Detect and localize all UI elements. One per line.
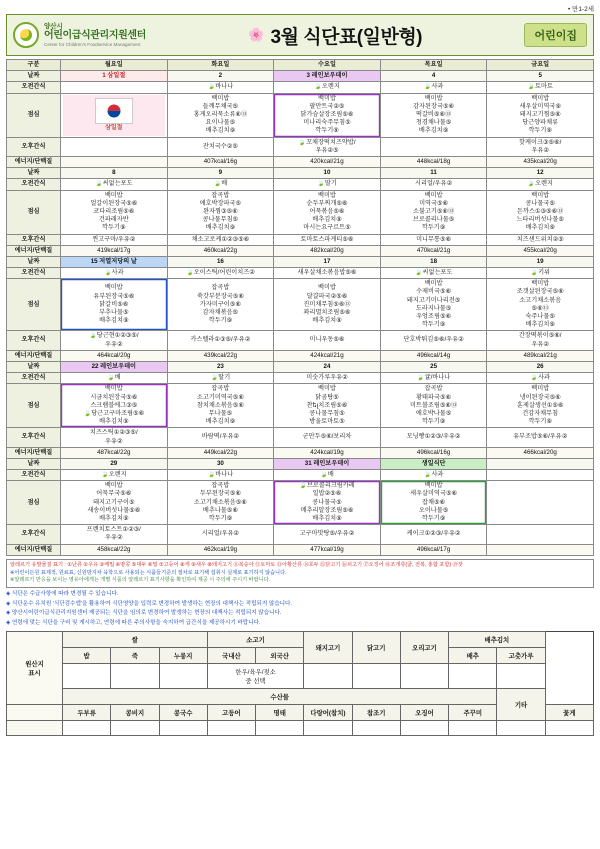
date-cell-2-1: 16 bbox=[167, 256, 274, 267]
allergy-note-line1: 알레르기 유발물질 표기 : ①난류 ②우유 ③메밀 ④땅콩 ⑤대두 ⑥밀 ⑦고등어 ⑧게 ⑨새우 ⑩돼지고기 ⑪복숭아 ⑫토마토 ⑬아황산류 ⑭호두 ⑮닭고기 ⑯쇠고기 ⑰오징어 ⑱조개류(굴, 전복, 홍합 포함) ⑲잣 bbox=[10, 561, 463, 568]
row-label-pm-snack: 오후간식 bbox=[7, 137, 61, 156]
kcal-cell-2-2: 424kcal/21g bbox=[274, 350, 381, 361]
lunch-cell-1-1: 잡곡밥 애호박장파국⑤ 완자찜③⑤⑥ 콩나물무침⑤ 배추김치⑨ bbox=[167, 190, 274, 234]
cherry-blossom-icon: 🌸 bbox=[248, 27, 265, 42]
am-snack-cell-2-1: 🍃오이스틱/어린이치즈② bbox=[167, 268, 274, 279]
lunch-cell-4-1: 잡곡밥 두부된장국⑤⑥ 소고기채소볶음⑤⑥ 베추나물⑤⑥ 깍두기⑨ bbox=[167, 481, 274, 525]
lunch-cell-1-2: 백미밥 순두부찌개⑤⑥ 어묵볶음⑤⑥ 배추김치⑨ 마시는요구르트⑤ bbox=[274, 190, 381, 234]
org-name-city: 양산시 bbox=[44, 22, 63, 30]
date-row bbox=[7, 256, 594, 267]
kcal-row bbox=[7, 447, 594, 458]
kcal-cell-1-0: 419kcal/17g bbox=[61, 245, 168, 256]
am-snack-cell-1-1: 🍃배 bbox=[167, 179, 274, 190]
kcal-cell-2-0: 464kcal/20g bbox=[61, 350, 168, 361]
origin-value-seafood-2 bbox=[159, 721, 207, 736]
kcal-row bbox=[7, 156, 594, 167]
kcal-row bbox=[7, 544, 594, 555]
leaf-icon: 🍃 bbox=[527, 83, 536, 91]
leaf-icon: 🍃 bbox=[530, 374, 539, 382]
row-label-date: 날짜 bbox=[7, 168, 61, 179]
korean-flag-icon bbox=[95, 98, 133, 124]
origin-value-other-1 bbox=[352, 664, 400, 689]
kcal-row bbox=[7, 350, 594, 361]
origin-value-other-3 bbox=[449, 664, 497, 689]
origin-col-rice-1: 죽 bbox=[111, 648, 159, 664]
am-snack-cell-2-2: 새우살채소볶음밥⑤⑥ bbox=[274, 268, 381, 279]
date-cell-3-0: 22 레인보우데이 bbox=[61, 361, 168, 372]
leaf-icon: 🍃 bbox=[527, 180, 536, 188]
page-title: 3월 식단표(일반형) bbox=[270, 26, 423, 48]
am-snack-cell-1-2: 🍃딸기 bbox=[274, 179, 381, 190]
pm-snack-cell-1-1: 채소고로케①②③⑤⑥ bbox=[167, 234, 274, 245]
facility-type-badge: 어린이집 bbox=[524, 23, 587, 47]
origin-label-spacer bbox=[7, 705, 63, 721]
allergy-note-line3: ※알레르기 반응을 보이는 영유아에게는 개별 식품의 알레르기 표기사항을 확인하여 제공 시 주의에 주시기 바랍니다. bbox=[10, 577, 271, 584]
leaf-icon: 🍃 bbox=[530, 269, 539, 277]
pm-snack-cell-1-0: 찐고구마/우유② bbox=[61, 234, 168, 245]
date-cell-1-1: 9 bbox=[167, 168, 274, 179]
am-snack-cell-1-3: 시리얼/우유② bbox=[380, 179, 487, 190]
origin-group-beef: 소고기 bbox=[207, 632, 304, 648]
pm-snack-cell-4-3: 케이크①②③/우유② bbox=[380, 525, 487, 544]
kcal-cell-1-1: 460kcal/22g bbox=[167, 245, 274, 256]
origin-col-seafood-8: 주꾸미 bbox=[449, 705, 497, 721]
row-label-lunch: 점심 bbox=[7, 481, 61, 525]
origin-value-seafood-4 bbox=[256, 721, 304, 736]
am-snack-cell-0-1: 🍃바나나 bbox=[167, 82, 274, 93]
lunch-cell-3-3: 잡곡밥 황태파국⑤⑥ 미트볼조림⑤⑥⑬ 애호박나물⑤ 깍두기⑨ bbox=[380, 384, 487, 428]
pm-snack-cell-2-1: 카스텔라①③⑤/우유② bbox=[167, 331, 274, 350]
am-snack-cell-1-4: 🍃오렌지 bbox=[487, 179, 594, 190]
row-label-date: 날짜 bbox=[7, 71, 61, 82]
origin-col-seafood-1: 콩비지 bbox=[111, 705, 159, 721]
am-snack-cell-3-2: 미숫가루우유② bbox=[274, 373, 381, 384]
kcal-cell-3-1: 449kcal/22g bbox=[167, 447, 274, 458]
lunch-cell-3-4: 백미밥 냉이된장국⑤⑥ 훈제살생선①⑤⑥ 건감자채무침 깍두기⑨ bbox=[487, 384, 594, 428]
date-cell-0-0: 1 삼일절 bbox=[61, 71, 168, 82]
leaf-icon: 🍃 bbox=[106, 374, 115, 382]
origin-col-beef-1: 외국산 bbox=[256, 648, 304, 664]
origin-value-other-2 bbox=[400, 664, 448, 689]
origin-col-seafood-3: 고등어 bbox=[207, 705, 255, 721]
lunch-cell-0-4: 백미밥 새우살미역국⑨ 돼지고기찜⑤⑥ 당근양파채류 깍두기⑨ bbox=[487, 93, 594, 137]
am-snack-cell-0-0 bbox=[61, 82, 168, 93]
leaf-icon: 🍃 bbox=[320, 471, 328, 479]
row-label-am-snack: 오전간식 bbox=[7, 268, 61, 279]
date-cell-3-3: 25 bbox=[380, 361, 487, 372]
row-label-am-snack: 오전간식 bbox=[7, 82, 61, 93]
general-note-2: ◈ 양산시어린이급식관리지원센터 제공되는 식단을 임의로 변경하여 발생하는 현장의 대책사는 적립되지 않습니다. bbox=[6, 610, 282, 617]
pm-snack-cell-2-0: 🍃당근현①②③⑤/ 우유② bbox=[61, 331, 168, 350]
origin-value-seafood-1 bbox=[111, 721, 159, 736]
row-label-kcal: 에너지/단백질 bbox=[7, 447, 61, 458]
lunch-cell-3-2: 백미밥 닭곰탕⑤ 찬ել치조림⑤⑥ 콩나물무침⑤ 방울토마토⑤ bbox=[274, 384, 381, 428]
date-cell-3-1: 23 bbox=[167, 361, 274, 372]
pm-snack-cell-2-2: 미니우동⑤⑥ bbox=[274, 331, 381, 350]
leaf-icon: 🍃 bbox=[210, 374, 219, 382]
lunch-row bbox=[7, 93, 594, 137]
am-snack-cell-4-0: 🍃오렌지 bbox=[61, 470, 168, 481]
allergy-notes bbox=[6, 559, 594, 588]
row-label-date: 날짜 bbox=[7, 458, 61, 469]
pm-snack-row bbox=[7, 428, 594, 447]
general-notes bbox=[6, 590, 594, 628]
origin-value-other-0 bbox=[304, 664, 352, 689]
table-header-row bbox=[7, 60, 594, 71]
am-snack-row bbox=[7, 268, 594, 279]
am-snack-cell-3-4: 🍃사과 bbox=[487, 373, 594, 384]
lunch-cell-1-0: 백미밥 얼갈이된장국⑤⑥ 코다리조림⑤⑥ 건파래자반 깍두기⑨ bbox=[61, 190, 168, 234]
kcal-cell-0-4: 435kcal/20g bbox=[487, 156, 594, 167]
am-snack-cell-2-3: 🍃씨없는포도 bbox=[380, 268, 487, 279]
origin-col-beef-0: 국내산 bbox=[207, 648, 255, 664]
lunch-cell-3-0: 백미밥 시금치된장국⑤⑥ 스크램블에그③⑤ 🍃당근고구마조림⑤⑥ 배추김치⑨ bbox=[61, 384, 168, 428]
am-snack-row bbox=[7, 179, 594, 190]
date-row bbox=[7, 361, 594, 372]
menu-body bbox=[7, 60, 594, 556]
am-snack-cell-0-2: 🍃오렌지 bbox=[274, 82, 381, 93]
origin-value-beef-note: 한우/육우/젖소 중 선택 bbox=[207, 664, 304, 689]
am-snack-cell-4-3: 🍃사과 bbox=[380, 470, 487, 481]
am-snack-row bbox=[7, 373, 594, 384]
am-snack-cell-3-0: 🍃배 bbox=[61, 373, 168, 384]
lunch-row bbox=[7, 481, 594, 525]
date-cell-4-3: 생일식단 bbox=[380, 458, 487, 469]
lunch-cell-2-0: 백미밥 유부된장국⑤⑥ 닭갈비⑤⑥ 부추나물⑤ 배추김치⑨ bbox=[61, 279, 168, 331]
kcal-cell-3-0: 487kcal/22g bbox=[61, 447, 168, 458]
am-snack-cell-3-3: 🍃귤/바나나 bbox=[380, 373, 487, 384]
origin-col-seafood-5: 다랑어(참치) bbox=[304, 705, 352, 721]
leaf-icon: 🍃 bbox=[423, 83, 432, 91]
origin-group-row bbox=[7, 632, 594, 648]
pm-snack-cell-0-2: 🍃꼬채장떡치즈약밥/ 우유②⑤ bbox=[274, 137, 381, 156]
leaf-icon: 🍃 bbox=[207, 83, 216, 91]
leaf-icon: 🍃 bbox=[94, 180, 103, 188]
leaf-icon: 🍃 bbox=[103, 269, 112, 277]
origin-col-seafood-6: 참조기 bbox=[352, 705, 400, 721]
general-note-1: ◈ 식단운수 유치원 '식단검수앱'을 활용하여 식단영양을 입력로 변경하여 발생하는 현장의 대책사는 적립되지 않습니다. bbox=[6, 600, 293, 607]
kcal-row bbox=[7, 245, 594, 256]
lunch-cell-2-2: 백미밥 달걀파국②⑤⑥ 진미채무침⑤⑥⑬ 꽈리멸치조림⑤⑥ 배추김치⑨ bbox=[274, 279, 381, 331]
date-row bbox=[7, 168, 594, 179]
lunch-cell-2-1: 잡곡밥 쑥갓부분장국⑤⑥ 가자미구이⑤⑥ 감자채볶음⑤ 깍두기⑨ bbox=[167, 279, 274, 331]
am-snack-cell-0-4: 🍃토마토 bbox=[487, 82, 594, 93]
origin-value-rice-2 bbox=[159, 664, 207, 689]
leaf-icon: 🍃 bbox=[83, 409, 92, 417]
col-header-0: 구분 bbox=[7, 60, 61, 71]
origin-value-seafood-8 bbox=[449, 721, 497, 736]
leaf-icon: 🍃 bbox=[213, 180, 222, 188]
origin-col-rice-0: 밥 bbox=[63, 648, 111, 664]
pm-snack-cell-4-2: 고구마맛탕⑤/우유② bbox=[274, 525, 381, 544]
lunch-row bbox=[7, 384, 594, 428]
leaf-icon: 🍃 bbox=[207, 471, 216, 479]
date-cell-4-2: 31 레인보우데이 bbox=[274, 458, 381, 469]
lunch-cell-2-3: 백미밥 수제비국⑤⑥ 돼지고기미나리전⑤ 도라지나물⑤ 우엉조림⑤⑥ 깍두기⑨ bbox=[380, 279, 487, 331]
leaf-icon: 🍃 bbox=[100, 471, 109, 479]
leaf-icon: 🍃 bbox=[414, 269, 423, 277]
kcal-cell-0-0 bbox=[61, 156, 168, 167]
row-label-kcal: 에너지/단백질 bbox=[7, 156, 61, 167]
pm-snack-cell-2-3: 단호박튀김⑤⑥/우유② bbox=[380, 331, 487, 350]
pm-snack-row bbox=[7, 234, 594, 245]
origin-value-other-4 bbox=[497, 664, 545, 689]
origin-table bbox=[6, 631, 594, 736]
date-cell-1-0: 8 bbox=[61, 168, 168, 179]
origin-value-rice-1 bbox=[111, 664, 159, 689]
am-snack-cell-4-1: 🍃바나나 bbox=[167, 470, 274, 481]
origin-col-seafood-4: 명태 bbox=[256, 705, 304, 721]
kcal-cell-3-4: 466kcal/20g bbox=[487, 447, 594, 458]
lunch-cell-4-2: 🍃브로콜리크림카레 일밥②⑤⑥ 콩나물국⑤ 메추리알장조림⑤⑥ 배추김치⑨ bbox=[274, 481, 381, 525]
leaf-icon: 🍃 bbox=[314, 83, 322, 91]
kcal-cell-4-0: 458kcal/22g bbox=[61, 544, 168, 555]
pm-snack-cell-2-4: 간장떡볶이⑤⑥/ 우유② bbox=[487, 331, 594, 350]
kcal-cell-2-4: 489kcal/21g bbox=[487, 350, 594, 361]
leaf-icon: 🍃 bbox=[89, 332, 97, 340]
pm-snack-row bbox=[7, 331, 594, 350]
date-cell-4-4 bbox=[487, 458, 594, 469]
lunch-cell-0-3: 백미밥 감자된장국⑤⑥ 떡갈비⑤⑥⑬ 청경채나물⑤ 배추김치⑨ bbox=[380, 93, 487, 137]
date-row bbox=[7, 71, 594, 82]
date-cell-3-2: 24 bbox=[274, 361, 381, 372]
org-name-center: 어린이급식관리지원센터 bbox=[44, 30, 146, 42]
row-label-date: 날짜 bbox=[7, 256, 61, 267]
origin-value-seafood-6 bbox=[352, 721, 400, 736]
leaf-icon: 🍃 bbox=[299, 482, 307, 490]
row-label-pm-snack: 오후간식 bbox=[7, 525, 61, 544]
origin-col-seafood-2: 콩국수 bbox=[159, 705, 207, 721]
lunch-cell-4-4 bbox=[487, 481, 594, 525]
kcal-cell-4-3: 496kcal/17g bbox=[380, 544, 487, 555]
leaf-icon: 🍃 bbox=[423, 471, 432, 479]
origin-value-seafood-3 bbox=[207, 721, 255, 736]
allergy-note-line2: ※어린이든원 표제적, 원료표, 신원방지차 육학으로 사용되는 식품들기준의 절차로 표기해 섭취시 실제로 표기하지 않습니다. bbox=[10, 569, 287, 576]
col-header-5: 금요일 bbox=[487, 60, 594, 71]
kcal-cell-3-3: 496kcal/16g bbox=[380, 447, 487, 458]
origin-col-kimchi-0: 배추 bbox=[449, 648, 497, 664]
row-label-kcal: 에너지/단백질 bbox=[7, 544, 61, 555]
origin-body bbox=[7, 632, 594, 736]
kcal-cell-4-2: 477kcal/19g bbox=[274, 544, 381, 555]
am-snack-cell-2-4: 🍃키위 bbox=[487, 268, 594, 279]
origin-label-spacer-2 bbox=[7, 721, 63, 736]
pm-snack-cell-3-3: 모닝빵①②③/우유② bbox=[380, 428, 487, 447]
row-label-lunch: 점심 bbox=[7, 190, 61, 234]
pm-snack-cell-1-3: 미니무통⑤⑥ bbox=[380, 234, 487, 245]
origin-value-rice-0 bbox=[63, 664, 111, 689]
origin-group-chicken: 닭고기 bbox=[352, 632, 400, 664]
pm-snack-row bbox=[7, 137, 594, 156]
row-label-lunch: 점심 bbox=[7, 279, 61, 331]
origin-group-duck: 오리고기 bbox=[400, 632, 448, 664]
pm-snack-cell-0-1: 잔치국수②⑤ bbox=[167, 137, 274, 156]
lunch-row bbox=[7, 190, 594, 234]
col-header-1: 월요일 bbox=[61, 60, 168, 71]
date-cell-2-4: 19 bbox=[487, 256, 594, 267]
leaf-icon: 🍃 bbox=[416, 374, 425, 382]
origin-value-seafood-5 bbox=[304, 721, 352, 736]
origin-col-seafood-7: 오징어 bbox=[400, 705, 448, 721]
row-label-pm-snack: 오후간식 bbox=[7, 234, 61, 245]
pm-snack-cell-3-2: 군만두⑤⑥/보리차 bbox=[274, 428, 381, 447]
row-label-lunch: 점심 bbox=[7, 93, 61, 137]
am-snack-cell-4-2: 🍃배 bbox=[274, 470, 381, 481]
date-cell-0-3: 4 bbox=[380, 71, 487, 82]
age-note: • 만1-2세 bbox=[567, 6, 594, 13]
kcal-cell-3-2: 424kcal/19g bbox=[274, 447, 381, 458]
date-cell-0-1: 2 bbox=[167, 71, 274, 82]
kcal-cell-1-4: 455kcal/20g bbox=[487, 245, 594, 256]
origin-value-row bbox=[7, 664, 594, 689]
date-cell-1-2: 10 bbox=[274, 168, 381, 179]
lunch-cell-4-3: 백미밥 새우살미역국⑤⑥ 잡채⑤⑥ 오이나물⑤ 깍두기⑨ bbox=[380, 481, 487, 525]
pm-snack-cell-0-4: 핫케이크③⑤⑥/ 우유② bbox=[487, 137, 594, 156]
origin-value-row-2 bbox=[7, 721, 594, 736]
origin-label: 원산지 표시 bbox=[7, 632, 63, 705]
date-cell-0-4: 5 bbox=[487, 71, 594, 82]
pm-snack-cell-4-4 bbox=[487, 525, 594, 544]
kcal-cell-4-1: 462kcal/19g bbox=[167, 544, 274, 555]
org-name-english: Center for Children's Foodservice Management bbox=[44, 41, 141, 47]
origin-group-rice: 쌀 bbox=[63, 632, 208, 648]
pm-snack-cell-0-3 bbox=[380, 137, 487, 156]
col-header-3: 수요일 bbox=[274, 60, 381, 71]
origin-value-seafood-9 bbox=[497, 721, 545, 736]
kcal-cell-1-2: 482kcal/20g bbox=[274, 245, 381, 256]
kcal-cell-0-2: 420kcal/21g bbox=[274, 156, 381, 167]
pm-snack-cell-4-0: 프렌치토스트①②③/ 우유② bbox=[61, 525, 168, 544]
lunch-cell-4-0: 백미밥 어묵무국⑤⑥ 돼지고기구이⑤ 새송이버섯나물⑤⑥ 배추김치⑨ bbox=[61, 481, 168, 525]
holiday-flag-cell bbox=[61, 93, 168, 137]
origin-value-seafood-0 bbox=[63, 721, 111, 736]
row-label-am-snack: 오전간식 bbox=[7, 373, 61, 384]
origin-group-pork: 돼지고기 bbox=[304, 632, 352, 664]
date-cell-1-4: 12 bbox=[487, 168, 594, 179]
origin-group-row-2 bbox=[7, 689, 594, 705]
col-header-2: 화요일 bbox=[167, 60, 274, 71]
holiday-caption: 삼일절 bbox=[105, 124, 123, 131]
origin-col-seafood-0: 두부류 bbox=[63, 705, 111, 721]
origin-col-kimchi-1: 고춧가루 bbox=[497, 648, 545, 664]
row-label-am-snack: 오전간식 bbox=[7, 470, 61, 481]
row-label-date: 날짜 bbox=[7, 361, 61, 372]
am-snack-cell-2-0: 🍃사과 bbox=[61, 268, 168, 279]
origin-value-seafood-10 bbox=[545, 721, 593, 736]
pm-snack-cell-3-1: 바람떡/우유② bbox=[167, 428, 274, 447]
organization-brand bbox=[13, 22, 146, 48]
pm-snack-cell-0-0 bbox=[61, 137, 168, 156]
lunch-cell-2-4: 백미밥 조갯살된장국⑤⑥ 소고기채소볶음 ⑤⑥⑬ 숙주나물⑤ 배추김치⑨ bbox=[487, 279, 594, 331]
origin-col-rice-2: 누룽지 bbox=[159, 648, 207, 664]
am-snack-cell-4-4 bbox=[487, 470, 594, 481]
date-cell-0-2: 3 레인보우데이 bbox=[274, 71, 381, 82]
date-cell-4-1: 30 bbox=[167, 458, 274, 469]
kcal-cell-4-4 bbox=[487, 544, 594, 555]
pm-snack-cell-1-2: 토마토스파게티⑤⑥ bbox=[274, 234, 381, 245]
date-row bbox=[7, 458, 594, 469]
am-snack-cell-3-1: 🍃딸기 bbox=[167, 373, 274, 384]
pm-snack-cell-3-0: 치즈스틱①②③⑤/ 우유② bbox=[61, 428, 168, 447]
kcal-cell-1-3: 470kcal/21g bbox=[380, 245, 487, 256]
leaf-icon: 🍃 bbox=[317, 180, 325, 188]
leaf-icon: 🍃 bbox=[298, 138, 307, 146]
date-cell-2-3: 18 bbox=[380, 256, 487, 267]
origin-group-kimchi: 배추김치 bbox=[449, 632, 546, 648]
row-label-kcal: 에너지/단백질 bbox=[7, 350, 61, 361]
general-note-3: ◈ 연령에 맞는 식단을 구비 및 게시하고, 연령에 따른 주의사항을 숙지하여 급간식을 제공하시기 바랍니다. bbox=[6, 619, 261, 626]
date-cell-2-0: 15 저열저당의 날 bbox=[61, 256, 168, 267]
date-cell-1-3: 11 bbox=[380, 168, 487, 179]
pm-snack-cell-1-4: 치즈샌드위치②⑤ bbox=[487, 234, 594, 245]
row-label-lunch: 점심 bbox=[7, 384, 61, 428]
am-snack-row bbox=[7, 470, 594, 481]
origin-subcol-row bbox=[7, 648, 594, 664]
am-snack-row bbox=[7, 82, 594, 93]
center-logo-icon bbox=[13, 22, 39, 48]
menu-table bbox=[6, 59, 594, 556]
general-note-0: ◈ 식단은 수급사항에 따라 변경될 수 있습니다. bbox=[6, 591, 119, 598]
page-header bbox=[6, 14, 594, 56]
origin-value-seafood-7 bbox=[400, 721, 448, 736]
lunch-cell-0-2: 백미밥 팔만트국②⑤ 닭가슴살장조림⑤⑥ 미나리숙주무침⑤ 깍두기⑨ bbox=[274, 93, 381, 137]
row-label-pm-snack: 오후간식 bbox=[7, 331, 61, 350]
date-cell-3-4: 26 bbox=[487, 361, 594, 372]
pm-snack-row bbox=[7, 525, 594, 544]
lunch-row bbox=[7, 279, 594, 331]
lunch-cell-0-1: 백미밥 들깨무채국⑤ 홍게오리묵소류⑥⑬ 요이나물⑤ 배추김치⑨ bbox=[167, 93, 274, 137]
pm-snack-cell-4-1: 시리얼/우유② bbox=[167, 525, 274, 544]
pm-snack-cell-3-4: 유부조밥⑤⑥/우유② bbox=[487, 428, 594, 447]
date-cell-2-2: 17 bbox=[274, 256, 381, 267]
origin-col-seafood-9: 꽃게 bbox=[545, 705, 593, 721]
lunch-cell-1-4: 백미밥 콩나물국⑤ 돈까스①③⑤⑥⑬ 느타리버섯나물⑤ 배추김치⑨ bbox=[487, 190, 594, 234]
lunch-cell-3-1: 잡곡밥 소고기미역국⑤⑥ 참치채소볶음⑤⑥ 무나물⑤ 배추김치⑨ bbox=[167, 384, 274, 428]
date-cell-4-0: 29 bbox=[61, 458, 168, 469]
kcal-cell-2-1: 439kcal/22g bbox=[167, 350, 274, 361]
am-snack-cell-0-3: 🍃사과 bbox=[380, 82, 487, 93]
row-label-kcal: 에너지/단백질 bbox=[7, 245, 61, 256]
kcal-cell-2-3: 496kcal/14g bbox=[380, 350, 487, 361]
col-header-4: 목요일 bbox=[380, 60, 487, 71]
lunch-cell-1-3: 백미밥 미역국⑤⑥ 소불고기⑤⑥⑬ 브로콜리나물⑤ 깍두기⑨ bbox=[380, 190, 487, 234]
leaf-icon: 🍃 bbox=[186, 269, 194, 277]
row-label-pm-snack: 오후간식 bbox=[7, 428, 61, 447]
origin-group-etc: 기타 bbox=[497, 689, 545, 721]
row-label-am-snack: 오전간식 bbox=[7, 179, 61, 190]
am-snack-cell-1-0: 🍃씨없는포도 bbox=[61, 179, 168, 190]
kcal-cell-0-1: 407kcal/16g bbox=[167, 156, 274, 167]
origin-group-seafood: 수산물 bbox=[63, 689, 497, 705]
kcal-cell-0-3: 448kcal/18g bbox=[380, 156, 487, 167]
